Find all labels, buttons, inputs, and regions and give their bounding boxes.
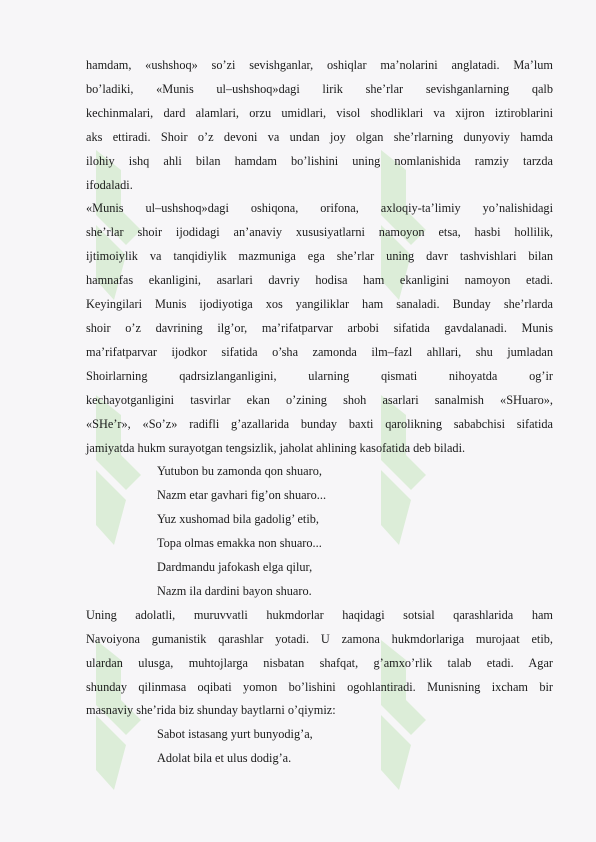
text-line: «Munis ul–ushshoq»dagi oshiqona, orifona, axloqiy-ta’limiy yo’nalishidagi — [86, 201, 553, 216]
verse-block-2 — [86, 723, 553, 771]
text-line: kechinmalari, dard alamlari, orzu umidlari, visol shodliklari va xijron iztiroblarini — [86, 105, 553, 120]
paragraph-1 — [86, 54, 553, 197]
text-line: Navoiyona gumanistik qarashlar yotadi. U zamona hukmdorlariga murojaat etib, — [86, 631, 553, 646]
paragraph-2 — [86, 197, 553, 460]
text-line: «SHe’r», «So’z» radifli g’azallarida bunday baxti qarolikning sababchisi sifatida — [86, 416, 553, 431]
text-line: ilohiy ishq ahli bilan hamdam bo’lishini uning nomlanishida ramziy tarzda — [86, 153, 553, 168]
verse-line: Nazm ila dardini bayon shuaro. — [157, 583, 312, 598]
text-line: hamnafas ekanligini, asarlari davriy hodisa ham ekanligini namoyon etadi. — [86, 273, 553, 288]
text-line: she’rlar shoir ijodidagi an’anaviy xususiyatlarni namoyon etsa, hasbi hollilik, — [86, 225, 553, 240]
text-line: ifodaladi. — [86, 177, 133, 192]
text-line: masnaviy she’rida biz shunday baytlarni o’qiymiz: — [86, 703, 336, 718]
verse-line: Nazm etar gavhari fig’on shuaro... — [157, 488, 327, 503]
text-line: shoir o’z davrining ilg’or, ma’rifatparvar arbobi sifatida gavdalanadi. Munis — [86, 320, 553, 335]
text-line: aks ettiradi. Shoir o’z devoni va undan joy olgan she’rlarning dunyoviy hamda — [86, 129, 553, 144]
text-line: bo’ladiki, «Munis ul–ushshoq»dagi lirik she’rlar sevishganlarning qalb — [86, 81, 553, 96]
text-line: kechayotganligini tasvirlar ekan o’zining shoh asarlari sanalmish «SHuaro», — [86, 392, 553, 407]
verse-line: Adolat bila et ulus dodig’a. — [157, 751, 292, 766]
text-line: jamiyatda hukm surayotgan tengsizlik, jaholat ahlining kasofatida deb biladi. — [86, 440, 466, 455]
verse-line: Dardmandu jafokash elga qilur, — [157, 560, 313, 575]
verse-block-1 — [86, 460, 553, 603]
document-body — [86, 54, 553, 771]
text-line: Shoirlarning qadrsizlanganligini, ularning qismati nihoyatda og’ir — [86, 368, 553, 383]
text-line: ma’rifatparvar ijodkor sifatida o’sha zamonda ilm–fazl ahllari, shu jumladan — [86, 344, 553, 359]
text-line: Uning adolatli, muruvvatli hukmdorlar haqidagi sotsial qarashlarida ham — [86, 607, 553, 622]
text-line: ulardan ulusga, muhtojlarga nisbatan shafqat, g’amxo’rlik talab etadi. Agar — [86, 655, 553, 670]
text-line: shunday qilinmasa oqibati yomon bo’lishini ogohlantiradi. Munisning ixcham bir — [86, 679, 553, 694]
text-line: hamdam, «ushshoq» so’zi sevishganlar, oshiqlar ma’nolarini anglatadi. Ma’lum — [86, 58, 553, 72]
text-line: Keyingilari Munis ijodiyotiga xos yangiliklar ham sanaladi. Bunday she’rlarda — [86, 297, 553, 312]
paragraph-3 — [86, 604, 553, 724]
verse-line: Yuz xushomad bila gadolig’ etib, — [157, 512, 319, 527]
verse-line: Topa olmas emakka non shuaro... — [157, 536, 322, 551]
verse-line: Yutubon bu zamonda qon shuaro, — [157, 464, 322, 479]
text-line: ijtimoiylik va tanqidiylik mazmuniga ega she’rlar uning davr tashvishlari bilan — [86, 249, 553, 264]
verse-line: Sabot istasang yurt bunyodig’a, — [157, 727, 313, 742]
